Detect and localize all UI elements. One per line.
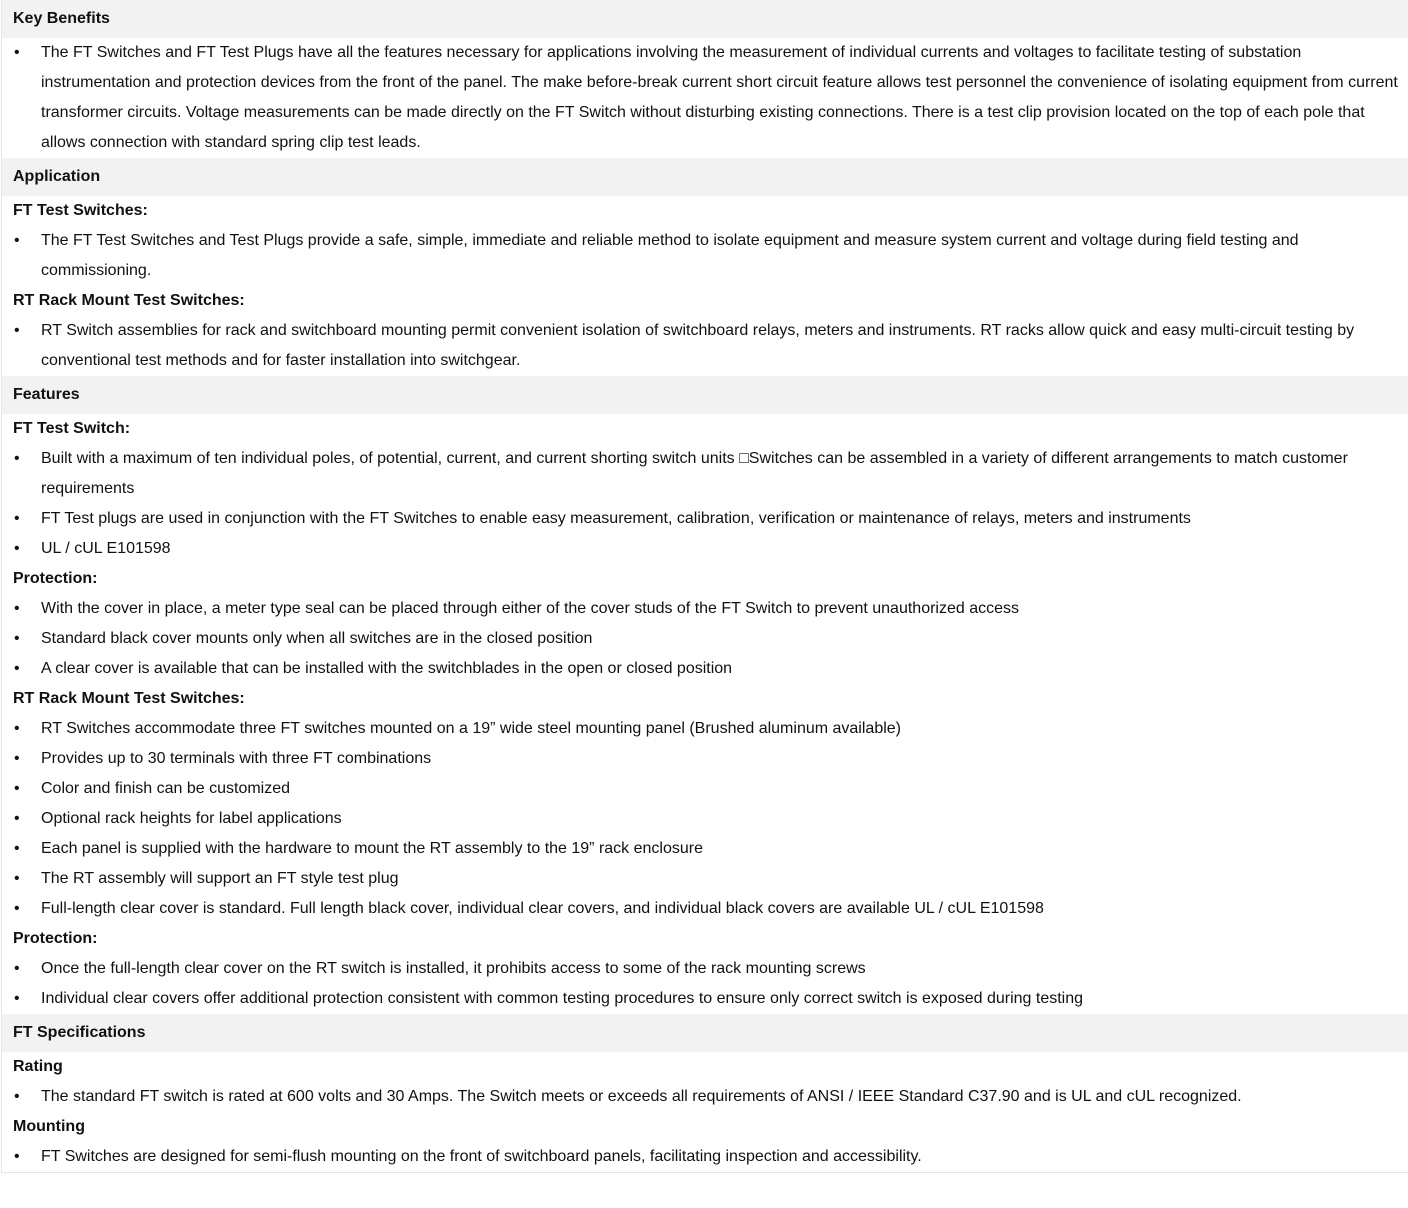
bullet-icon: • xyxy=(14,900,20,917)
list-item xyxy=(2,1142,1408,1172)
list-item-text: Full-length clear cover is standard. Full length black cover, individual clear covers, and individual black covers are available UL / cUL E101598 xyxy=(41,900,1044,917)
bullet-icon: • xyxy=(14,450,20,467)
list-item xyxy=(2,984,1408,1014)
list-item xyxy=(2,804,1408,834)
list-item-text: With the cover in place, a meter type seal can be placed through either of the cover studs of the FT Switch to prevent unauthorized access xyxy=(41,600,1020,617)
list-item-text: The FT Test Switches and Test Plugs provide a safe, simple, immediate and reliable method to isolate equipment and measure system current and voltage during field testing and commissioning. xyxy=(41,232,1299,279)
list-item-text: Provides up to 30 terminals with three FT combinations xyxy=(41,750,432,767)
bullet-icon: • xyxy=(14,810,20,827)
subheading-ft-test-switch: FT Test Switch: xyxy=(13,420,131,437)
list-item xyxy=(2,714,1408,744)
list-item xyxy=(2,744,1408,774)
bullet-icon: • xyxy=(14,870,20,887)
bullet-icon: • xyxy=(14,232,20,249)
bullet-icon: • xyxy=(14,960,20,977)
list-item xyxy=(2,38,1408,158)
list-item xyxy=(2,624,1408,654)
subheading-protection: Protection: xyxy=(13,930,98,947)
list-item xyxy=(2,1082,1408,1112)
list-item xyxy=(2,954,1408,984)
list-item-text: The standard FT switch is rated at 600 volts and 30 Amps. The Switch meets or exceeds all requirements of ANSI / IEEE Standard C37.90 and is UL and cUL recognized. xyxy=(41,1088,1242,1105)
bullet-icon: • xyxy=(14,44,20,61)
list-item xyxy=(2,534,1408,564)
section-header-ft-specifications: FT Specifications xyxy=(2,1014,1408,1052)
list-item xyxy=(2,504,1408,534)
list-item-text: Individual clear covers offer additional protection consistent with common testing procedures to ensure only correct switch is exposed during testing xyxy=(41,990,1084,1007)
section-body-application xyxy=(2,196,1408,376)
section-body-features xyxy=(2,414,1408,1014)
list-item-text: Built with a maximum of ten individual poles, of potential, current, and current shorting switch units □Switches can be assembled in a variety of different arrangements to match customer requirements xyxy=(41,450,1348,497)
list-item-text: Standard black cover mounts only when all switches are in the closed position xyxy=(41,630,593,647)
list-item xyxy=(2,226,1408,286)
subheading-rating: Rating xyxy=(13,1058,63,1075)
list-item-text: Each panel is supplied with the hardware to mount the RT assembly to the 19” rack enclosure xyxy=(41,840,703,857)
list-item xyxy=(2,774,1408,804)
bullet-icon: • xyxy=(14,540,20,557)
subheading-rt-rack-mount: RT Rack Mount Test Switches: xyxy=(13,690,245,707)
list-item xyxy=(2,834,1408,864)
bullet-icon: • xyxy=(14,1088,20,1105)
section-body-key-benefits xyxy=(2,38,1408,158)
section-header-features: Features xyxy=(2,376,1408,414)
bullet-icon: • xyxy=(14,510,20,527)
list-item-text: A clear cover is available that can be installed with the switchblades in the open or closed position xyxy=(41,660,733,677)
list-item-text: Color and finish can be customized xyxy=(41,780,291,797)
bullet-icon: • xyxy=(14,780,20,797)
bullet-icon: • xyxy=(14,840,20,857)
list-item-text: RT Switch assemblies for rack and switchboard mounting permit convenient isolation of switchboard relays, meters and instruments. RT racks allow quick and easy multi-circuit testing by conventional test methods and for faster installation into switchgear. xyxy=(41,322,1355,369)
bullet-icon: • xyxy=(14,1148,20,1165)
bullet-icon: • xyxy=(14,630,20,647)
list-item xyxy=(2,594,1408,624)
list-item-text: RT Switches accommodate three FT switches mounted on a 19” wide steel mounting panel (Brushed aluminum available) xyxy=(41,720,901,737)
list-item-text: Once the full-length clear cover on the RT switch is installed, it prohibits access to some of the rack mounting screws xyxy=(41,960,866,977)
list-item-text: Optional rack heights for label applications xyxy=(41,810,342,827)
bullet-icon: • xyxy=(14,322,20,339)
subheading-mounting: Mounting xyxy=(13,1118,85,1135)
subheading-protection: Protection: xyxy=(13,570,98,587)
section-body-ft-specifications xyxy=(2,1052,1408,1172)
bullet-icon: • xyxy=(14,990,20,1007)
list-item xyxy=(2,444,1408,504)
product-spec-document xyxy=(1,0,1408,1173)
section-header-application: Application xyxy=(2,158,1408,196)
list-item-text: FT Switches are designed for semi-flush mounting on the front of switchboard panels, facilitating inspection and accessibility. xyxy=(41,1148,922,1165)
list-item xyxy=(2,654,1408,684)
bullet-icon: • xyxy=(14,720,20,737)
list-item-text: UL / cUL E101598 xyxy=(41,540,171,557)
list-item xyxy=(2,864,1408,894)
list-item-text: The RT assembly will support an FT style test plug xyxy=(41,870,399,887)
subheading-rt-rack-mount: RT Rack Mount Test Switches: xyxy=(13,292,245,309)
list-item xyxy=(2,316,1408,376)
bullet-icon: • xyxy=(14,750,20,767)
section-header-key-benefits: Key Benefits xyxy=(2,0,1408,38)
list-item-text: The FT Switches and FT Test Plugs have all the features necessary for applications involving the measurement of individual currents and voltages to facilitate testing of substation instrumentation and protection devices from the front of the panel. The make before-break current short circuit feature allows test personnel the convenience of isolating equipment from current transformer circuits. Voltage measurements can be made directly on the FT Switch without disturbing existing connections. There is a test clip provision located on the top of each pole that allows connection with standard spring clip test leads. xyxy=(41,44,1398,151)
list-item xyxy=(2,894,1408,924)
list-item-text: FT Test plugs are used in conjunction with the FT Switches to enable easy measurement, calibration, verification or maintenance of relays, meters and instruments xyxy=(41,510,1191,527)
bullet-icon: • xyxy=(14,660,20,677)
bullet-icon: • xyxy=(14,600,20,617)
subheading-ft-test-switches: FT Test Switches: xyxy=(13,202,148,219)
